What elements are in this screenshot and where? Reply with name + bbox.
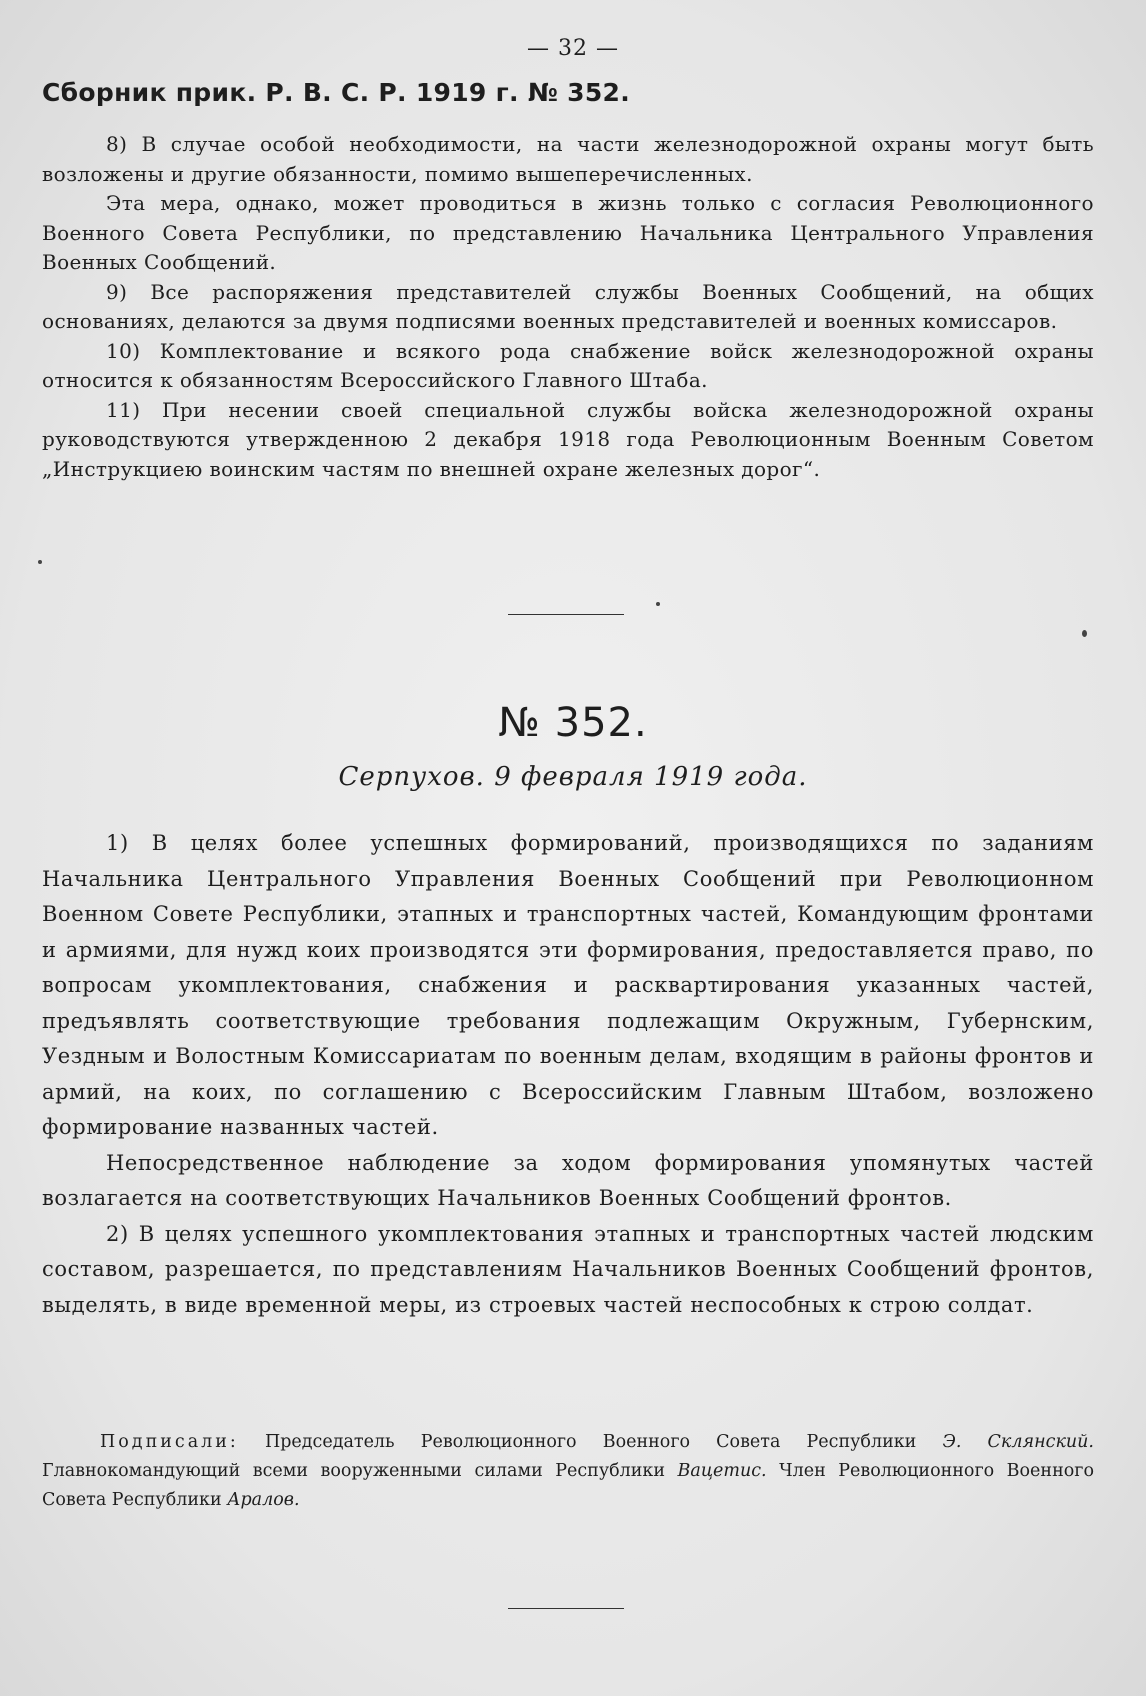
signatory-title-1: Председатель Революционного Военного Совета Республики	[264, 1432, 917, 1452]
paragraph-9: 9) Все распоряжения представителей службы Военных Сообщений, на общих основаниях, делаются за двумя подписями военных представителей и военных комиссаров.	[42, 279, 1094, 333]
order-paragraph-1-note: Непосредственное наблюдение за ходом формирования упомянутых частей возлагается на соответствующих Начальников Военных Сообщений фронтов.	[42, 1150, 1094, 1210]
page-number: — 32 —	[527, 36, 619, 61]
running-header: Сборник прик. Р. В. С. Р. 1919 г. № 352.	[42, 78, 631, 107]
end-divider	[508, 1608, 624, 1609]
order-paragraph-1: 1) В целях более успешных формирований, производящихся по заданиям Начальника Центрального Управления Военных Сообщений при Революционном Военном Совете Республики, этапных и транспортных частей, Командующим фронтами и армиями, для нужд коих производятся эти формирования, предоставляется право, по вопросам укомплектования, снабжения и расквартирования указанных частей, предъявлять соответствующие требования подлежащим Окружным, Губернским, Уездным и Волостным Комиссариатам по военным делам, входящим в районы фронтов и армий, на коих, по соглашению с Всероссийским Главным Штабом, возложено формирование названных частей.	[42, 831, 1094, 1139]
signatures	[42, 1428, 1094, 1515]
signatory-name-2: Вацетис.	[677, 1461, 767, 1481]
order-number: № 352.	[498, 700, 648, 746]
paragraph-11: 11) При несении своей специальной службы войска железнодорожной охраны руководствуются утвержденною 2 декабря 1918 года Революционным Военным Советом „Инструкциею воинским частям по внешней охране железных дорог“.	[42, 397, 1094, 481]
signatory-title-3: Член Революционного Военного Совета Республики	[42, 1461, 1094, 1510]
section-divider	[508, 614, 624, 615]
paper-speck	[38, 560, 42, 564]
order-body	[42, 826, 1094, 1323]
previous-order-continuation	[42, 130, 1094, 484]
signatory-title-2: Главнокомандующий всеми вооруженными силами Республики	[42, 1461, 666, 1481]
order-place-date: Серпухов. 9 февраля 1919 года.	[338, 762, 808, 792]
signatures-label: Подписали:	[100, 1432, 239, 1452]
paper-speck	[656, 602, 660, 606]
paragraph-8: 8) В случае особой необходимости, на части железнодорожной охраны могут быть возложены и другие обязанности, помимо вышеперечисленных.	[42, 132, 1094, 186]
paragraph-10: 10) Комплектование и всякого рода снабжение войск железнодорожной охраны относится к обязанностям Всероссийского Главного Штаба.	[42, 338, 1094, 392]
order-paragraph-2: 2) В целях успешного укомплектования этапных и транспортных частей людским составом, разрешается, по представлениям Начальников Военных Сообщений фронтов, выделять, в виде временной меры, из строевых частей неспособных к строю солдат.	[42, 1221, 1094, 1317]
signatory-name-3: Аралов.	[227, 1490, 300, 1510]
paragraph-8-note: Эта мера, однако, может проводиться в жизнь только с согласия Революционного Военного Совета Республики, по представлению Начальника Центрального Управления Военных Сообщений.	[42, 191, 1094, 274]
signatory-name-1: Э. Склянский.	[942, 1432, 1094, 1452]
paper-speck	[1082, 630, 1087, 637]
